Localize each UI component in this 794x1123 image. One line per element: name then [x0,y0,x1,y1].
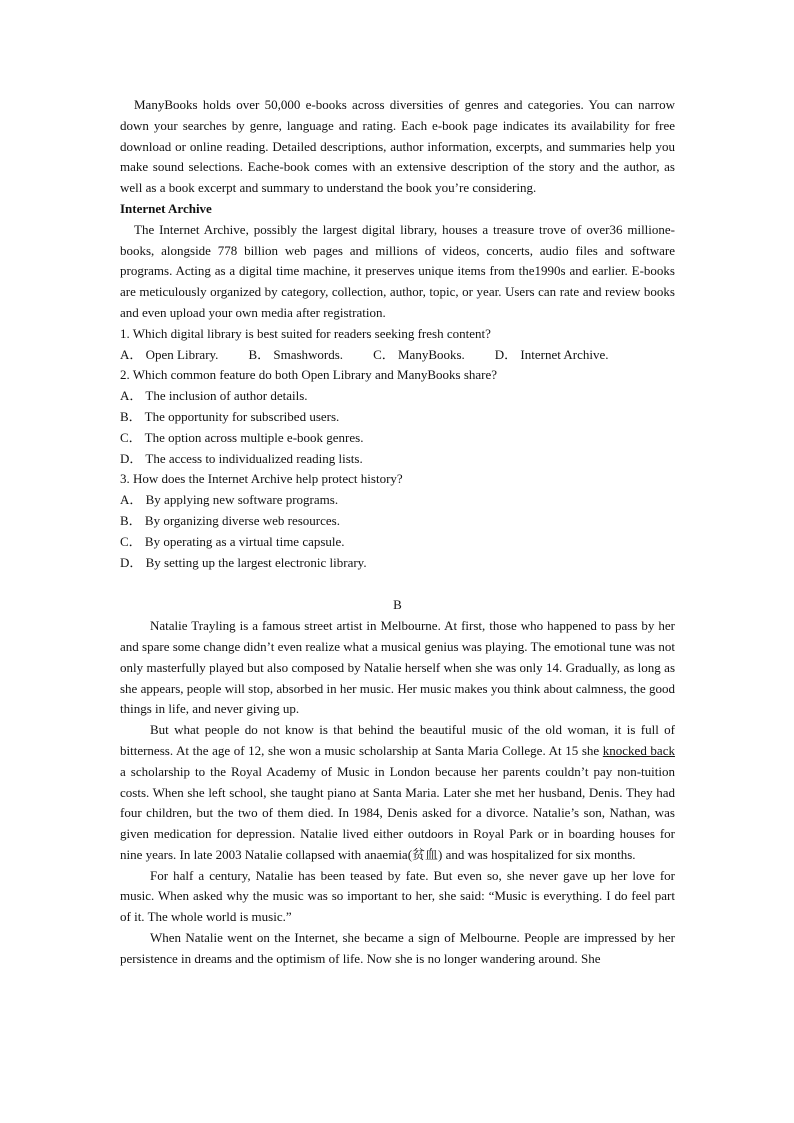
paragraph-2-text-after: a scholarship to the Royal Academy of Music in London because her parents couldn’t pay non-tuition costs. When she left school, she taught piano at Santa Maria. Later she met her husband, Denis. They had four children, but the two of them died. In 1984, Denis asked for a divorce. Natalie’s son, Nathan, was given medication for depression. Natalie lived either outdoors in Royal Park or in boarding houses for nine years. In late 2003 Natalie collapsed with anaemia(贫血) and was hospitalized for six months. [120,763,675,862]
question-2-option-d: D． The access to individualized reading lists. [120,450,363,466]
question-1-options [120,345,675,366]
question-2-stem: 2. Which common feature do both Open Library and ManyBooks share? [120,367,498,383]
question-2-option-c: C． The option across multiple e-book genres. [120,429,364,445]
internet-archive-heading: Internet Archive [120,200,212,216]
question-3-option-a: A． By applying new software programs. [120,492,339,508]
question-2-option-b: B． The opportunity for subscribed users. [120,408,340,424]
passage-b-paragraph-4: When Natalie went on the Internet, she became a sign of Melbourne. People are impressed by her persistence in dreams and the optimism of life. Now she is no longer wandering around. She [120,930,675,966]
question-2-option-a: A． The inclusion of author details. [120,388,308,404]
question-3-option-c: C． By operating as a virtual time capsule. [120,533,345,549]
internet-archive-paragraph: The Internet Archive, possibly the largest digital library, houses a treasure trove of over36 millione-books, alongside 778 billion web pages and millions of videos, concerts, audio files and software programs. Acting as a digital time machine, it preserves unique items from the1990s and earlier. E-books are meticulously organized by category, collection, author, topic, or year. Users can rate and review books and even upload your own media after registration. [120,221,675,320]
question-1-option-d: D． Internet Archive. [494,346,609,362]
knocked-back-underlined-phrase: knocked back [602,742,675,758]
question-1-option-a: A． Open Library. [120,346,219,362]
question-3-option-b: B． By organizing diverse web resources. [120,512,340,528]
question-1-option-c: C． ManyBooks. [373,346,465,362]
question-1-stem: 1. Which digital library is best suited for readers seeking fresh content? [120,325,491,341]
question-3-option-d: D． By setting up the largest electronic library. [120,554,367,570]
question-1-option-b: B． Smashwords. [248,346,344,362]
passage-b-label: B [393,597,402,613]
question-3-stem: 3. How does the Internet Archive help protect history? [120,471,403,487]
document-page [120,95,675,970]
manybooks-paragraph: ManyBooks holds over 50,000 e-books across diversities of genres and categories. You can narrow down your searches by genre, language and rating. Each e-book page indicates its availability for free download or online reading. Detailed descriptions, author information, excerpts, and summaries help you make sound selections. Eache-book comes with an extensive description of the story and the author, as well as a book excerpt and summary to understand the book you’re considering. [120,97,675,196]
passage-b-paragraph-3: For half a century, Natalie has been teased by fate. But even so, she never gave up her love for music. When asked why the music was so important to her, she said: “Music is everything. I do feel part of it. The whole world is music.” [120,867,675,925]
paragraph-2-text-before: But what people do not know is that behind the beautiful music of the old woman, it is full of bitterness. At the age of 12, she won a music scholarship at Santa Maria College. At 15 she [120,722,675,758]
passage-b-paragraph-1: Natalie Trayling is a famous street artist in Melbourne. At first, those who happened to pass by her and spare some change didn’t even realize what a musical genius was playing. The emotional tune was not only masterfully played but also composed by Natalie herself when she was only 14. Gradually, as long as she appears, people will stop, absorbed in her music. Her music makes you think about calmness, the good things in life, and never giving up. [120,618,675,717]
passage-b-paragraph-2 [120,720,675,866]
